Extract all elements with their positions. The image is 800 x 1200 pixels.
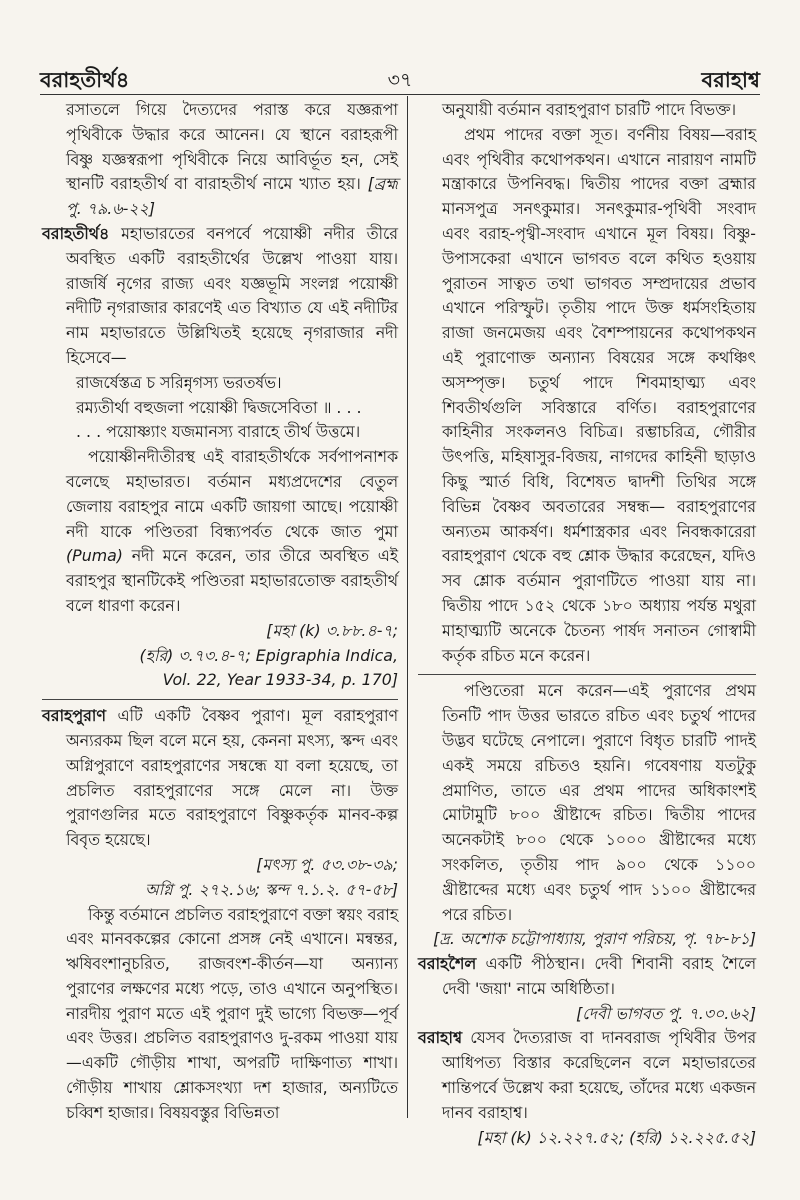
verse-line: . . . পয়োষ্ণ্যাং যজমানস্য বারাহে তীর্থ উত্তমে। bbox=[76, 422, 361, 442]
right-column bbox=[418, 98, 756, 1150]
entry-headword: বরাহপুরাণ bbox=[42, 706, 106, 726]
entry-varahashva bbox=[418, 1026, 756, 1125]
citation: [দেবী ভাগবত পু. ৭.৩০.৬২] bbox=[576, 1003, 756, 1023]
citation: অগ্নি পু. ২৭২.১৬; স্কন্দ ৭.১.২. ৫৭-৫৮] bbox=[144, 879, 398, 899]
citation: [মৎস্য পু. ৫৩.৩৮-৩৯; bbox=[256, 854, 398, 874]
entry-separator bbox=[42, 699, 398, 700]
entry-text: মহাভারতের বনপর্বে পয়োষ্ণী নদীর তীরে অবস্থিত একটি বরাহতীর্থের উল্লেখ পাওয়া যায়। রাজর্ষি নৃগের রাজ্য এবং যজ্ঞভূমি সংলগ্ন পয়োষ্ণী নদীটি নৃগরাজার কারণেই এত বিখ্যাত যে এই নদীটির নাম মহাভারতে উল্লিখিতই হয়েছে নৃগরাজার নদী হিসেবে— bbox=[66, 223, 398, 367]
paragraph-text: নদী মনে করেন, তার তীরে অবস্থিত এই বরাহপুর স্থানটিকেই পণ্ডিতরা মহাভারতোক্ত বরাহতীর্থ বলে ধারণা করেন। bbox=[66, 546, 398, 615]
paragraph-text: পয়োষ্ণীনদীতীরস্থ এই বারাহতীর্থকে সর্বপাপনাশক বলেছে মহাভারত। বর্তমান মধ্যপ্রদেশের বেতুল জেলায় বরাহপুর নামে একটি জায়গা আছে। পয়োষ্ণী নদী যাকে পণ্ডিতরা বিন্ধ্যপর্বত থেকে জাত পুমা bbox=[66, 447, 398, 541]
entry-text: এটি একটি বৈষ্ণব পুরাণ। মূল বরাহপুরাণ অন্যরকম ছিল বলে মনে হয়, কেননা মৎস্য, স্কন্দ এবং অগ্নিপুরাণে বরাহপুরাণের সম্বন্ধে যা বলা হয়েছে, তা প্রচলিত বরাহপুরাণের সঙ্গে মেলে না। উক্ত পুরাণগুলির মতে বরাহপুরাণে বিষ্ণুকর্তৃক মানব-কল্প বিবৃত হয়েছে। bbox=[66, 706, 398, 850]
citation: [মহা (k) ৩.৮৮.৪-৭; bbox=[266, 620, 398, 640]
entry-headword: বরাহশৈল bbox=[418, 954, 477, 974]
latin-term: (Puma) bbox=[66, 546, 123, 566]
paragraph: কিন্তু বর্তমানে প্রচলিত বরাহপুরাণে বক্তা স্বয়ং বরাহ এবং মানবকল্পের কোনো প্রসঙ্গ নেই এখানে। মন্বন্তর, ঋষিবংশানুচরিত, রাজবংশ-কীর্তন—যা অন্যান্য পুরাণের লক্ষণের মধ্যে পড়ে, তাও এখানে অনুপস্থিত। নারদীয় পুরাণ মতে এই পুরাণ দুই ভাগ্যে বিভক্ত—পূর্ব এবং উত্তর। প্রচলিত বরাহপুরাণও দু-রকম পাওয়া যায়—একটি গৌড়ীয় শাখা, অপরটি দাক্ষিণাত্য শাখা। গৌড়ীয় শাখায় শ্লোকসংখ্যা দশ হাজার, অন্যটিতে চব্বিশ হাজার। বিষয়বস্তুর বিভিন্নতা bbox=[66, 904, 398, 1122]
left-column bbox=[42, 98, 398, 1126]
entry-continuation bbox=[42, 98, 398, 222]
entry-varahatirtha bbox=[42, 222, 398, 371]
verse-line: রম্যতীর্থা বহুজলা পয়োষ্ণী দ্বিজসেবিতা ॥ . . . bbox=[76, 397, 362, 417]
header-right-guideword: বরাহাশ্ব bbox=[701, 68, 760, 92]
paragraph: প্রথম পাদের বক্তা সূত। বর্ণনীয় বিষয়—বরাহ এবং পৃথিবীর কথোপকথন। এখানে নারায়ণ নামটি মন্ত্রাকারে উপনিবদ্ধ। দ্বিতীয় পাদের বক্তা ব্রহ্মার মানসপুত্র সনৎকুমার। সনৎকুমার-পৃথিবী সংবাদ এবং বরাহ-পৃথ্বী-সংবাদ এখানে মূল বিষয়। বিষ্ণু-উপাসকেরা এখানে ভাগবত বলে কথিত হওয়ায় পুরাতন সাত্বত তথা ভাগবত সম্প্রদায়ের প্রভাব এখানে পরিস্ফুট। তৃতীয় পাদে উক্ত ধর্মসংহিতায় রাজা জনমেজয় এবং বৈশম্পায়নের কথোপকথন এই পুরাণোক্ত অন্যান্য বিষয়ের সঙ্গে কথঞ্চিৎ অসম্পৃক্ত। চতুর্থ পাদে শিবমাহাত্ম্য এবং শিবতীর্থগুলি সবিস্তারে বর্ণিত। বরাহপুরাণের কাহিনীর সংকলনও বিচিত্র। রম্ভাচরিত্র, গৌরীর উৎপত্তি, মহিষাসুর-বিজয়, নাগদের কাহিনী ছাড়াও কিছু স্মার্ত বিধি, বিশেষত দ্বাদশী তিথির সঙ্গে বিভিন্ন বৈষ্ণব অবতারের সম্বন্ধ— বরাহপুরাণের অন্যতম আকর্ষণ। ধর্মশাস্ত্রকার এবং নিবন্ধকারেরা বরাহপুরাণ থেকে বহু শ্লোক উদ্ধার করেছেন, যদিও সব শ্লোক বর্তমান পুরাণটিতে পাওয়া যায় না। দ্বিতীয় পাদে ১৫২ থেকে ১৮০ অধ্যায় পর্যন্ত মথুরা মাহাত্ম্যটি অনেকে চৈতন্য পার্ষদ সনাতন গোস্বামী কর্তৃক রচিত মনে করেন। bbox=[442, 124, 756, 665]
entry-headword: বরাহাশ্ব bbox=[418, 1028, 462, 1048]
citation: [দ্র. অশোক চট্টোপাধ্যায়, পুরাণ পরিচয়, পৃ. ৭৮-৮১] bbox=[433, 929, 756, 949]
entry-varahapurana bbox=[42, 704, 398, 853]
entry-headword: বরাহতীর্থ৪ bbox=[42, 223, 110, 243]
entry-varahashaila bbox=[418, 952, 756, 1002]
header-rule bbox=[40, 94, 760, 95]
verse-line: রাজর্ষেস্তত্র চ সরিন্নৃগস্য ভরতর্ষভ। bbox=[76, 372, 282, 392]
paragraph: অনুযায়ী বর্তমান বরাহপুরাণ চারটি পাদে বিভক্ত। bbox=[442, 100, 737, 119]
column-divider bbox=[407, 96, 408, 1118]
citation: (হরি) ৩.৭৩.৪-৭; Epigraphia Indica, bbox=[139, 645, 398, 665]
citation: [ব্রহ্ম পু. ৭৯.৬-২২] bbox=[66, 174, 398, 219]
paragraph-separator bbox=[418, 674, 756, 675]
citation: Vol. 22, Year 1933-34, p. 170] bbox=[162, 670, 398, 690]
running-header bbox=[40, 62, 760, 92]
entry-text: যেসব দৈত্যরাজ বা দানবরাজ পৃথিবীর উপর আধিপত্য বিস্তার করেছিলেন বলে মহাভারতের শান্তিপর্বে উল্লেখ করা হয়েছে, তাঁদের মধ্যে একজন দানব বরাহাশ্ব। bbox=[442, 1028, 757, 1122]
citation: [মহা (k) ১২.২২৭.৫২; (হরি) ১২.২২৫.৫২] bbox=[477, 1127, 756, 1147]
entry-text: একটি পীঠস্থান। দেবী শিবানী বরাহ শৈলে দেবী 'জয়া' নামে অধিষ্ঠিতা। bbox=[442, 954, 756, 998]
header-left-guideword: বরাহতীর্থ৪ bbox=[40, 68, 130, 92]
paragraph bbox=[42, 445, 398, 619]
paragraph: পণ্ডিতেরা মনে করেন—এই পুরাণের প্রথম তিনটি পাদ উত্তর ভারতে রচিত এবং চতুর্থ পাদের উদ্ভব ঘটেছে নেপালে। পুরাণে বিধৃত চারটি পাদই একই সময়ে রচিতও হয়নি। গবেষণায় যতটুকু প্রমাণিত, তাতে এর প্রথম পাদের অধিকাংশই মোটামুটি ৮০০ খ্রীষ্টাব্দে রচিত। দ্বিতীয় পাদের অনেকটাই ৮০০ থেকে ১০০০ খ্রীষ্টাব্দের মধ্যে সংকলিত, তৃতীয় পাদ ৯০০ থেকে ১১০০ খ্রীষ্টাব্দের মধ্যে এবং চতুর্থ পাদ ১১০০ খ্রীষ্টাব্দের পরে রচিত। bbox=[442, 681, 756, 924]
paragraph-text: রসাতলে গিয়ে দৈত্যদের পরাস্ত করে যজ্ঞরূপা পৃথিবীকে উদ্ধার করে আনেন। যে স্থানে বরাহরূপী বিষ্ণু যজ্ঞস্বরূপা পৃথিবীকে নিয়ে আবির্ভূত হন, সেই স্থানটি বরাহতীর্থ বা বারাহতীর্থ নামে খ্যাত হয়। bbox=[66, 100, 398, 194]
page-number: ৩৭ bbox=[387, 69, 413, 91]
